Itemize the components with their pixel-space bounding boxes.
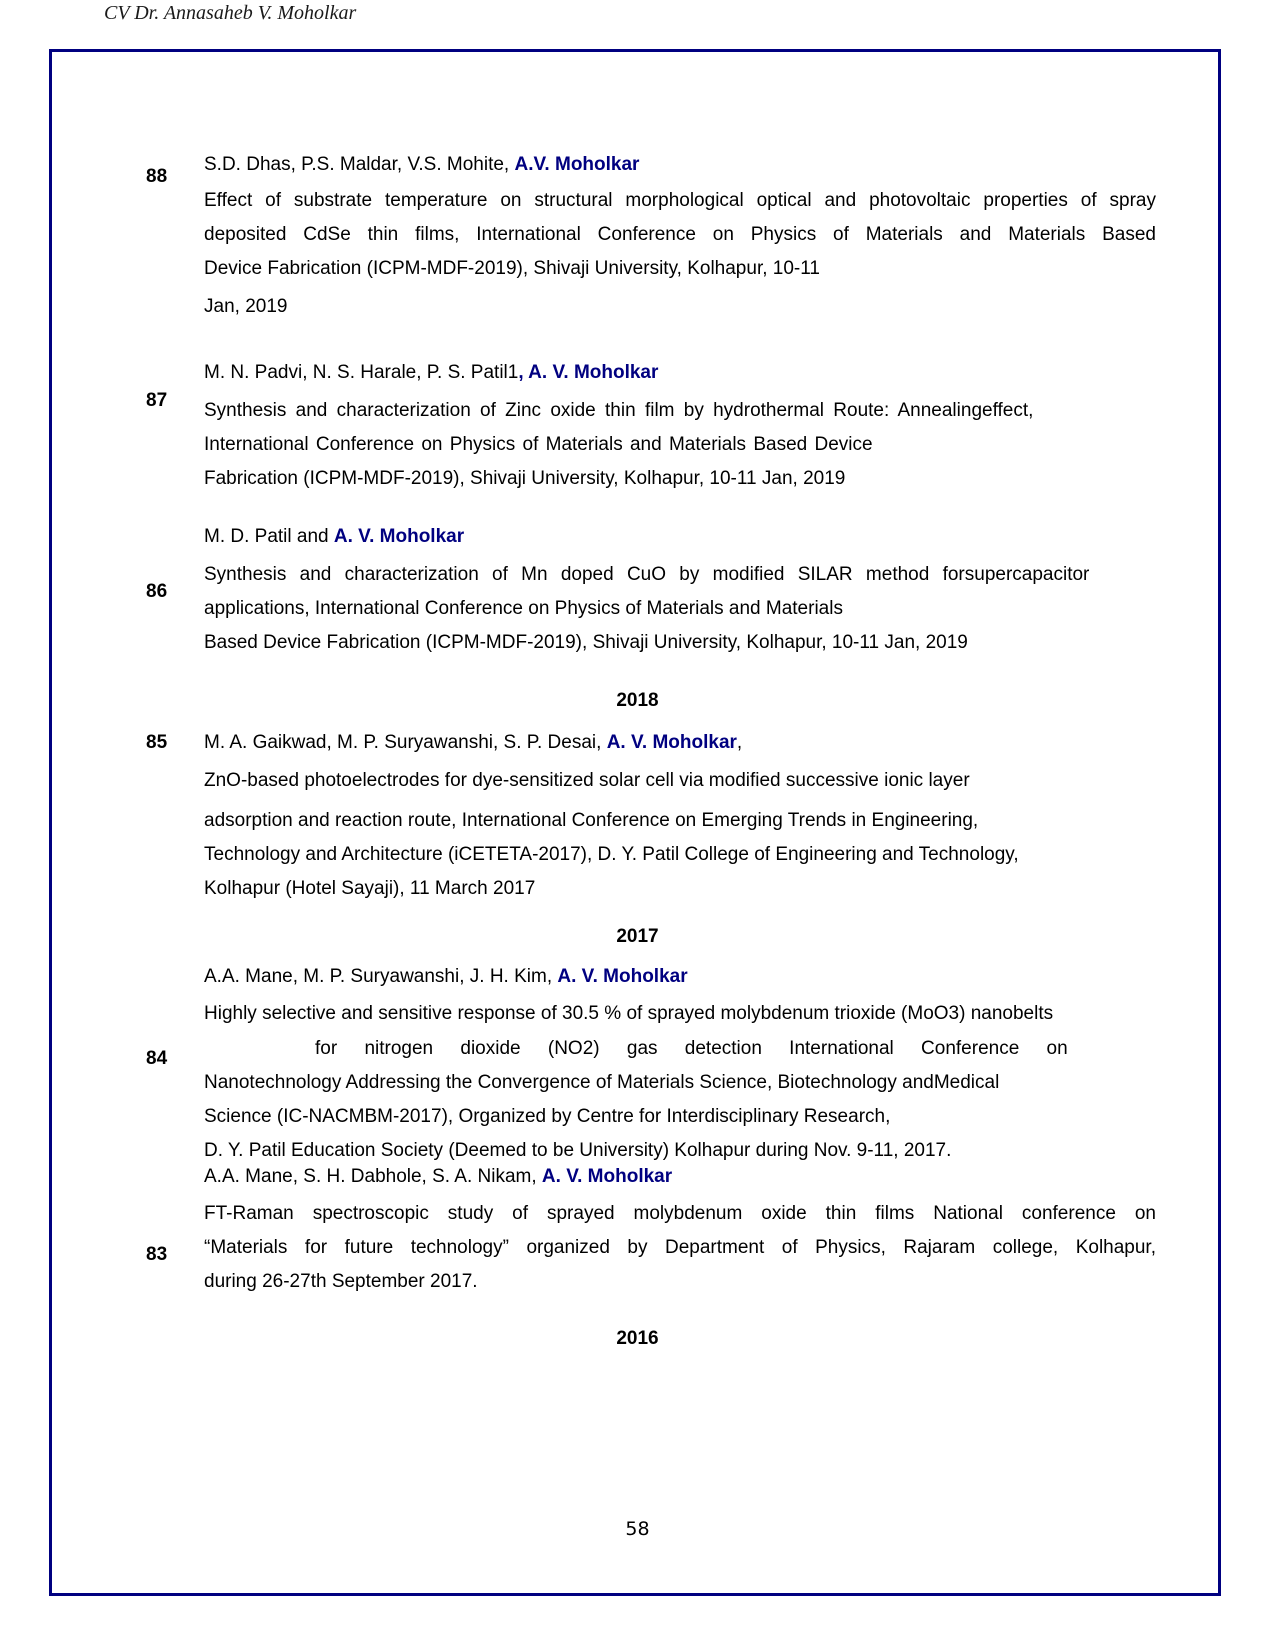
entry-line: Based Device Fabrication (ICPM-MDF-2019), Shivaji University, Kolhapur, 10-11 Jan, 2019 [204, 632, 968, 653]
entry-number: 85 [146, 732, 168, 753]
entry-number: 87 [146, 390, 168, 411]
year-heading: 2018 [616, 690, 659, 711]
co-authors: A.A. Mane, S. H. Dabhole, S. A. Nikam, [204, 1166, 542, 1187]
entry-line: Science (IC-NACMBM-2017), Organized by Centre for Interdisciplinary Research, [204, 1106, 891, 1127]
entry-line: Fabrication (ICPM-MDF-2019), Shivaji University, Kolhapur, 10-11 Jan, 2019 [204, 468, 846, 489]
entry-line: Effect of substrate temperature on structural morphological optical and photovoltaic properties of spray [204, 190, 1156, 211]
entry-line: Synthesis and characterization of Mn doped CuO by modified SILAR method forsupercapacitor [204, 564, 1090, 585]
entry-authors [204, 362, 658, 384]
entry-number: 86 [146, 581, 168, 602]
entry-line: “Materials for future technology” organized by Department of Physics, Rajaram college, Kolhapur, [204, 1237, 1156, 1258]
highlighted-author: A.V. Moholkar [514, 154, 640, 175]
entry-authors [204, 732, 742, 754]
highlighted-author: A. V. Moholkar [557, 966, 688, 987]
entry-line: ZnO-based photoelectrodes for dye-sensitized solar cell via modified successive ionic layer [204, 770, 970, 791]
highlighted-author: A. V. Moholkar [606, 732, 737, 753]
document-header-title: CV Dr. Annasaheb V. Moholkar [104, 2, 357, 24]
entry-line: Nanotechnology Addressing the Convergence of Materials Science, Biotechnology andMedical [204, 1072, 1000, 1093]
entry-number: 88 [146, 166, 168, 187]
entry-number: 84 [146, 1048, 168, 1069]
entry-line: Device Fabrication (ICPM-MDF-2019), Shivaji University, Kolhapur, 10-11 [204, 258, 820, 279]
entry-authors [204, 966, 688, 988]
entry-line: during 26-27th September 2017. [204, 1271, 478, 1292]
authors-suffix: , [736, 732, 743, 753]
co-authors: M. D. Patil and [204, 526, 334, 547]
entry-line: adsorption and reaction route, International Conference on Emerging Trends in Engineering, [204, 810, 979, 831]
highlighted-author: A. V. Moholkar [541, 1166, 673, 1187]
entry-line: Jan, 2019 [204, 296, 288, 317]
page-number: 58 [625, 1518, 650, 1540]
entry-line: for nitrogen dioxide (NO2) gas detection International Conference on [315, 1038, 1068, 1059]
entry-line: Technology and Architecture (iCETETA-2017), D. Y. Patil College of Engineering and Technology, [204, 844, 1019, 865]
entry-authors [204, 1166, 672, 1188]
co-authors: M. A. Gaikwad, M. P. Suryawanshi, S. P. Desai, [204, 732, 607, 753]
entry-authors [204, 154, 639, 176]
entry-authors [204, 526, 464, 548]
year-heading: 2016 [616, 1328, 659, 1349]
entry-line: International Conference on Physics of Materials and Materials Based Device [204, 434, 873, 455]
entry-line: FT-Raman spectroscopic study of sprayed molybdenum oxide thin films National conference on [204, 1203, 1156, 1224]
entry-line: Highly selective and sensitive response of 30.5 % of sprayed molybdenum trioxide (MoO3) nanobelts [204, 1003, 1054, 1024]
entry-line: Synthesis and characterization of Zinc oxide thin film by hydrothermal Route: Annealingeffect, [204, 400, 1034, 421]
co-authors: M. N. Padvi, N. S. Harale, P. S. Patil1 [204, 362, 519, 383]
highlighted-author: A. V. Moholkar [333, 526, 465, 547]
entry-number: 83 [146, 1244, 168, 1265]
entry-line: D. Y. Patil Education Society (Deemed to be University) Kolhapur during Nov. 9-11, 2017. [204, 1140, 952, 1161]
co-authors: S.D. Dhas, P.S. Maldar, V.S. Mohite, [204, 154, 515, 175]
year-heading: 2017 [616, 926, 659, 947]
entry-line: applications, International Conference on Physics of Materials and Materials [204, 598, 843, 619]
entry-line: Kolhapur (Hotel Sayaji), 11 March 2017 [204, 878, 536, 899]
entry-line: deposited CdSe thin films, International Conference on Physics of Materials and Materials Based [204, 224, 1156, 245]
highlighted-author: , A. V. Moholkar [518, 362, 659, 383]
co-authors: A.A. Mane, M. P. Suryawanshi, J. H. Kim, [204, 966, 558, 987]
